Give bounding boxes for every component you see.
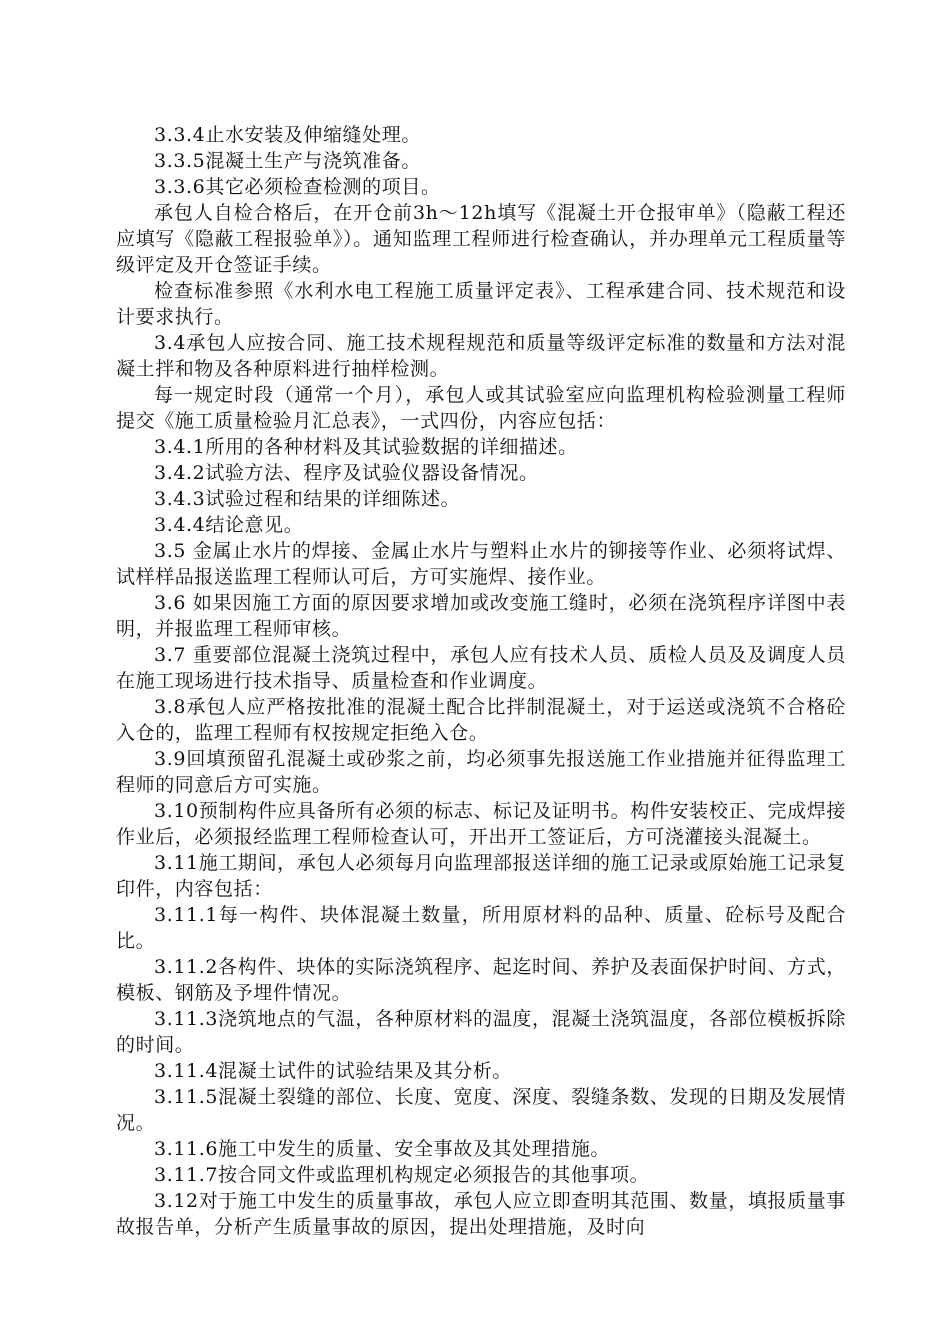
paragraph: 3.10预制构件应具备所有必须的标志、标记及证明书。构件安装校正、完成焊接作业后，必须报经监理工程师检查认可，开出开工签证后，方可浇灌接头混凝土。 <box>116 800 846 848</box>
paragraph: 3.12对于施工中发生的质量事故，承包人应立即查明其范围、数量，填报质量事故报告单，分析产生质量事故的原因，提出处理措施，及时向 <box>116 1190 846 1238</box>
paragraph: 3.11.4混凝土试件的试验结果及其分析。 <box>154 1060 513 1082</box>
paragraph: 每一规定时段（通常一个月），承包人或其试验室应向监理机构检验测量工程师提交《施工质量检验月汇总表》，一式四份，内容应包括： <box>116 384 846 432</box>
paragraph: 3.11.2各构件、块体的实际浇筑程序、起迄时间、养护及表面保护时间、方式，模板、钢筋及予埋件情况。 <box>116 956 846 1004</box>
paragraph: 3.8承包人应严格按批准的混凝土配合比拌制混凝土，对于运送或浇筑不合格砼入仓的，监理工程师有权按规定拒绝入仓。 <box>116 696 846 744</box>
paragraph: 3.4承包人应按合同、施工技术规程规范和质量等级评定标准的数量和方法对混凝土拌和物及各种原料进行抽样检测。 <box>116 332 846 380</box>
paragraph: 承包人自检合格后，在开仓前3h～12h填写《混凝土开仓报审单》（隐蔽工程还应填写《隐蔽工程报验单》）。通知监理工程师进行检查确认，并办理单元工程质量等级评定及开仓签证手续。 <box>116 202 846 276</box>
paragraph: 3.11.6施工中发生的质量、安全事故及其处理措施。 <box>154 1138 611 1160</box>
paragraph: 检查标准参照《水利水电工程施工质量评定表》、工程承建合同、技术规范和设计要求执行。 <box>116 280 846 328</box>
paragraph: 3.4.2试验方法、程序及试验仪器设备情况。 <box>154 462 539 484</box>
paragraph: 3.3.4止水安装及伸缩缝处理。 <box>154 124 421 146</box>
paragraph: 3.11.3浇筑地点的气温，各种原材料的温度，混凝土浇筑温度，各部位模板拆除的时间。 <box>116 1008 846 1056</box>
paragraph: 3.11施工期间，承包人必须每月向监理部报送详细的施工记录或原始施工记录复印件，内容包括： <box>116 852 846 900</box>
paragraph: 3.11.5混凝土裂缝的部位、长度、宽度、深度、裂缝条数、发现的日期及发展情况。 <box>116 1086 846 1134</box>
paragraph: 3.11.1每一构件、块体混凝土数量，所用原材料的品种、质量、砼标号及配合比。 <box>116 904 846 952</box>
paragraph: 3.5 金属止水片的焊接、金属止水片与塑料止水片的铆接等作业、必须将试焊、试样样品报送监理工程师认可后，方可实施焊、接作业。 <box>116 540 846 588</box>
paragraph: 3.9回填预留孔混凝土或砂浆之前，均必须事先报送施工作业措施并征得监理工程师的同意后方可实施。 <box>116 748 846 796</box>
paragraph: 3.4.3试验过程和结果的详细陈述。 <box>154 488 461 510</box>
paragraph: 3.7 重要部位混凝土浇筑过程中，承包人应有技术人员、质检人员及及调度人员在施工现场进行技术指导、质量检查和作业调度。 <box>116 644 846 692</box>
paragraph: 3.11.7按合同文件或监理机构规定必须报告的其他事项。 <box>154 1164 650 1186</box>
paragraph: 3.3.6其它必须检查检测的项目。 <box>154 176 441 198</box>
paragraph: 3.6 如果因施工方面的原因要求增加或改变施工缝时，必须在浇筑程序详图中表明，并报监理工程师审核。 <box>116 592 846 640</box>
paragraph: 3.3.5混凝土生产与浇筑准备。 <box>154 150 421 172</box>
paragraph: 3.4.1所用的各种材料及其试验数据的详细描述。 <box>154 436 578 458</box>
document-body <box>116 122 846 1240</box>
paragraph: 3.4.4结论意见。 <box>154 514 304 536</box>
